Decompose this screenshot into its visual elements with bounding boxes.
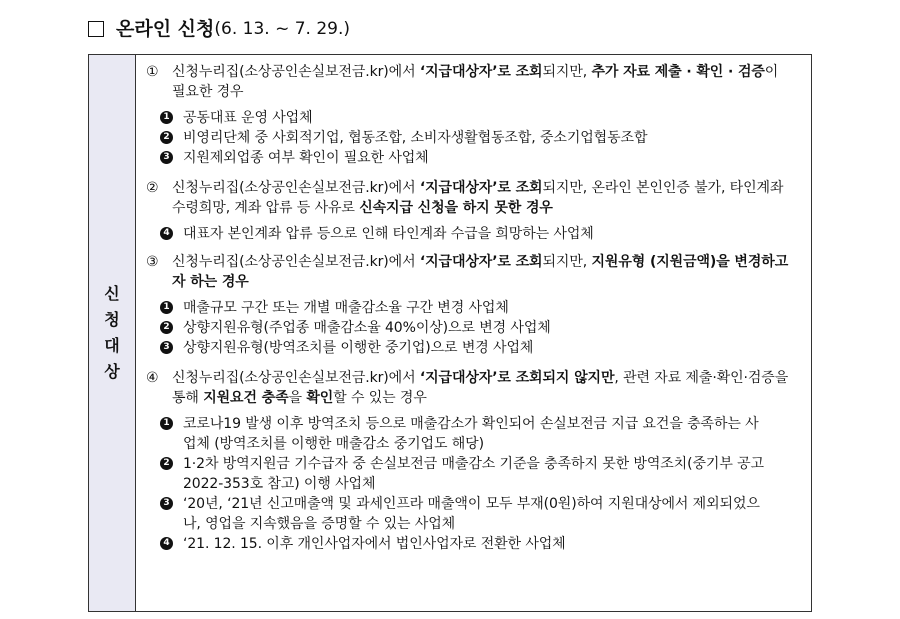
side-label-cell [89,55,136,611]
case-number: ③ [146,254,159,270]
number-bullet-icon: 1 [160,111,173,124]
case-title [146,368,811,408]
section-heading [88,14,350,44]
side-label-char: 대 [104,336,120,355]
case-description: 신청누리집(소상공인손실보전금.kr)에서 ‘지급대상자’로 조회되지만, 온라인 본인인증 불가, 타인계좌 수령희망, 계좌 압류 등 사유로 신속지급 신청을 하지 못한 경우 [172,180,784,216]
heading-title: 온라인 신청 [116,18,215,40]
list-item: 2 비영리단체 중 사회적기업, 협동조합, 소비자생활협동조합, 중소기업협동조합 [160,128,811,148]
case-title [146,62,811,102]
side-label-char: 상 [104,362,120,381]
case-number: ② [146,180,159,196]
case-section-1 [146,62,811,168]
number-bullet-icon: 2 [160,131,173,144]
number-bullet-icon: 1 [160,417,173,430]
number-bullet-icon: 2 [160,457,173,470]
side-label-char: 청 [104,310,120,329]
case-title [146,252,811,292]
case-section-2 [146,178,811,244]
number-bullet-icon: 3 [160,497,173,510]
list-item: 1 매출규모 구간 또는 개별 매출감소율 구간 변경 사업체 [160,298,811,318]
number-bullet-icon: 2 [160,321,173,334]
case-title [146,178,811,218]
checkbox-square-icon [88,21,104,37]
case-number: ① [146,64,159,80]
case-description: 신청누리집(소상공인손실보전금.kr)에서 ‘지급대상자’로 조회되지 않지만, 관련 자료 제출·확인·검증을 통해 지원요건 충족을 확인할 수 있는 경우 [172,370,789,406]
list-item: 4 대표자 본인계좌 압류 등으로 인해 타인계좌 수급을 희망하는 사업체 [160,224,811,244]
case-number: ④ [146,370,159,386]
number-bullet-icon: 4 [160,537,173,550]
case-description: 신청누리집(소상공인손실보전금.kr)에서 ‘지급대상자’로 조회되지만, 추가 자료 제출 · 확인 · 검증이 필요한 경우 [172,64,779,100]
case-description: 신청누리집(소상공인손실보전금.kr)에서 ‘지급대상자’로 조회되지만, 지원유형 (지원금액)을 변경하고자 하는 경우 [172,254,789,290]
number-bullet-icon: 4 [160,227,173,240]
list-item: 4 ‘21. 12. 15. 이후 개인사업자에서 법인사업자로 전환한 사업체 [160,534,811,554]
number-bullet-icon: 3 [160,341,173,354]
case-section-4 [146,368,811,554]
heading-date-range: (6. 13. ~ 7. 29.) [214,19,351,39]
list-item: 2 상향지원유형(주업종 매출감소율 40%이상)으로 변경 사업체 [160,318,811,338]
number-bullet-icon: 3 [160,151,173,164]
list-item: 1 코로나19 발생 이후 방역조치 등으로 매출감소가 확인되어 손실보전금 지급 요건을 충족하는 사업체 (방역조치를 이행한 매출감소 중기업도 해당) [160,414,811,454]
list-item: 3 ‘20년, ‘21년 신고매출액 및 과세인프라 매출액이 모두 부재(0원)하여 지원대상에서 제외되었으나, 영업을 지속했음을 증명할 수 있는 사업체 [160,494,811,534]
content-cell [136,55,811,611]
list-item: 1 공동대표 운영 사업체 [160,108,811,128]
list-item: 3 상향지원유형(방역조치를 이행한 중기업)으로 변경 사업체 [160,338,811,358]
side-label-char: 신 [104,284,120,303]
eligibility-table [88,54,812,612]
list-item: 2 1·2차 방역지원금 기수급자 중 손실보전금 매출감소 기준을 충족하지 못한 방역조치(중기부 공고 2022-353호 참고) 이행 사업체 [160,454,811,494]
case-section-3 [146,252,811,358]
list-item: 3 지원제외업종 여부 확인이 필요한 사업체 [160,148,811,168]
number-bullet-icon: 1 [160,301,173,314]
